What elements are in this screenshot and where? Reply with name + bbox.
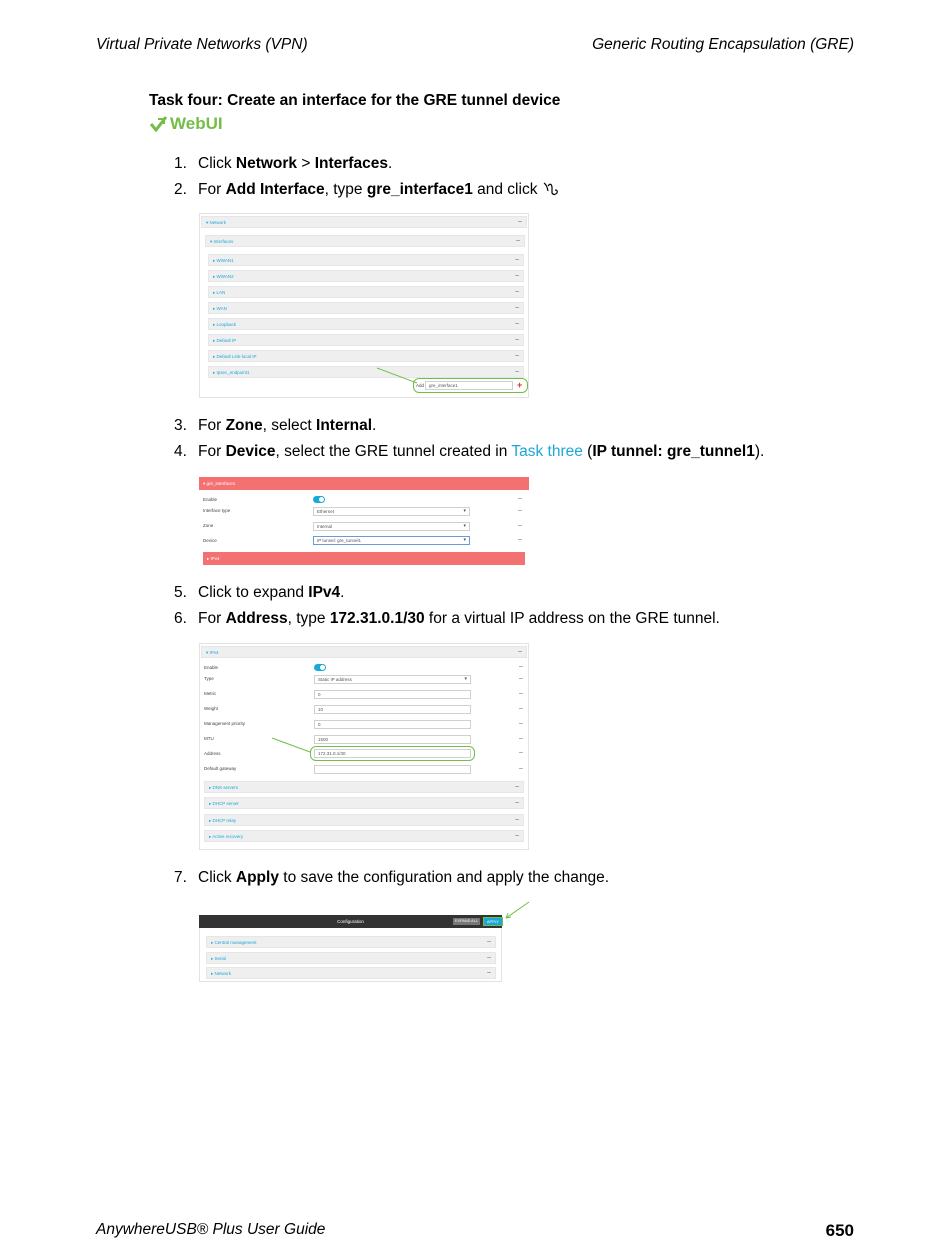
page-number: 650 xyxy=(825,1221,854,1240)
list-item: ▸ WWAN1 – xyxy=(208,254,524,266)
default-gateway-label: Default gateway xyxy=(204,766,237,771)
footer-guide-title: AnywhereUSB® Plus User Guide xyxy=(96,1221,326,1238)
screenshot-ipv4-settings: ▾ IPv4 – Enable – Type Static IP address ▾ – Metric 0 – Weight 10 – Management priority 0 – MTU 1500 – Address 172.31.0.1/30 – Default gateway – ▸ DNS servers – ▸ DHCP server – ▸ DHCP relay – ▸ Active recovery – xyxy=(199,643,529,850)
network-row: ▾ Network – xyxy=(201,216,527,228)
webui-check-icon xyxy=(149,115,169,133)
running-header-left: Virtual Private Networks (VPN) xyxy=(96,36,308,53)
enable-toggle[interactable] xyxy=(314,664,326,671)
list-item: ▸ Loopback – xyxy=(208,318,524,330)
list-item[interactable]: ▸ Network – xyxy=(206,967,496,979)
management-priority-label: Management priority xyxy=(204,721,246,726)
list-item: ▸ WAN – xyxy=(208,302,524,314)
device-select[interactable]: IP tunnel: gre_tunnel1 ▾ xyxy=(313,536,470,545)
type-select[interactable]: Static IP address ▾ xyxy=(314,675,471,684)
list-item[interactable]: ▸ DHCP server – xyxy=(204,797,524,809)
step-1: 1. Click Network > Interfaces. xyxy=(174,155,393,172)
enable-label: Enable xyxy=(204,665,219,670)
address-label: Address xyxy=(204,751,221,756)
configuration-title: Configuration xyxy=(337,919,364,924)
mtu-input[interactable]: 1500 xyxy=(314,735,471,744)
ipv4-header-bar[interactable]: ▸ IPv4 xyxy=(203,552,525,565)
add-button[interactable]: + xyxy=(517,380,523,390)
step-2: 2. For Add Interface, type gre_interface1 and click xyxy=(174,181,560,199)
ipv4-row[interactable]: ▾ IPv4 – xyxy=(201,646,527,658)
list-item: ▸ Ipsec_endpoint1 – xyxy=(208,366,524,378)
list-item[interactable]: ▸ DNS servers – xyxy=(204,781,524,793)
callout-arrow xyxy=(502,900,531,922)
step-5: 5. Click to expand IPv4. xyxy=(174,584,345,601)
zone-select[interactable]: Internal ▾ xyxy=(313,522,470,531)
callout-arrow xyxy=(270,736,312,756)
add-icon xyxy=(542,181,560,197)
device-label: Device xyxy=(203,538,217,543)
webui-badge xyxy=(149,114,223,134)
management-priority-input[interactable]: 0 xyxy=(314,720,471,729)
list-item: ▸ Default IP – xyxy=(208,334,524,346)
interface-type-select[interactable]: Ethernet ▾ xyxy=(313,507,470,516)
task-title: Task four: Create an interface for the GRE tunnel device xyxy=(149,92,561,109)
webui-label: WebUI xyxy=(170,114,223,133)
running-header-right: Generic Routing Encapsulation (GRE) xyxy=(592,36,854,53)
enable-toggle[interactable] xyxy=(313,496,325,503)
address-input[interactable]: 172.31.0.1/30 xyxy=(314,749,471,758)
mtu-label: MTU xyxy=(204,736,214,741)
interface-type-label: Interface type xyxy=(203,508,231,513)
metric-input[interactable]: 0 xyxy=(314,690,471,699)
apply-button[interactable]: APPLY xyxy=(483,917,503,926)
default-gateway-input[interactable] xyxy=(314,765,471,774)
expand-all-button[interactable]: EXPAND ALL xyxy=(455,919,478,923)
add-label: Add xyxy=(416,383,425,388)
list-item: ▸ LAN – xyxy=(208,286,524,298)
list-item: ▸ Default Link-local IP – xyxy=(208,350,524,362)
list-item[interactable]: ▸ DHCP relay – xyxy=(204,814,524,826)
metric-label: Metric xyxy=(204,691,217,696)
step-3: 3. For Zone, select Internal. xyxy=(174,417,377,434)
zone-label: Zone xyxy=(203,523,214,528)
enable-label: Enable xyxy=(203,497,218,502)
list-item[interactable]: ▸ Central management – xyxy=(206,936,496,948)
screenshot-configuration xyxy=(199,900,531,982)
weight-input[interactable]: 10 xyxy=(314,705,471,714)
type-label: Type xyxy=(204,676,214,681)
interfaces-row: ▾ Interfaces – xyxy=(205,235,525,247)
list-item: ▸ WWAN2 – xyxy=(208,270,524,282)
task-three-link[interactable]: Task three xyxy=(511,443,583,460)
screenshot-add-interface xyxy=(199,213,529,398)
weight-label: Weight xyxy=(204,706,218,711)
list-item[interactable]: ▸ Active recovery – xyxy=(204,830,524,842)
step-7: 7. Click Apply to save the configuration and apply the change. xyxy=(174,869,609,886)
configuration-bar xyxy=(199,915,502,928)
screenshot-interface-settings: ▾ gre_interface1 Enable – Interface type Ethernet ▾ – Zone Internal ▾ – Device IP tunnel: gre_tunnel1 ▾ – ▸ IPv4 xyxy=(199,477,529,567)
step-4: 4. For Device, select the GRE tunnel created in Task three (IP tunnel: gre_tunnel1). xyxy=(174,443,765,460)
interface-header-bar: ▾ gre_interface1 xyxy=(199,477,529,490)
list-item[interactable]: ▸ Serial – xyxy=(206,952,496,964)
step-6: 6. For Address, type 172.31.0.1/30 for a virtual IP address on the GRE tunnel. xyxy=(174,610,720,627)
add-interface-input[interactable]: gre_interface1 xyxy=(425,381,513,390)
